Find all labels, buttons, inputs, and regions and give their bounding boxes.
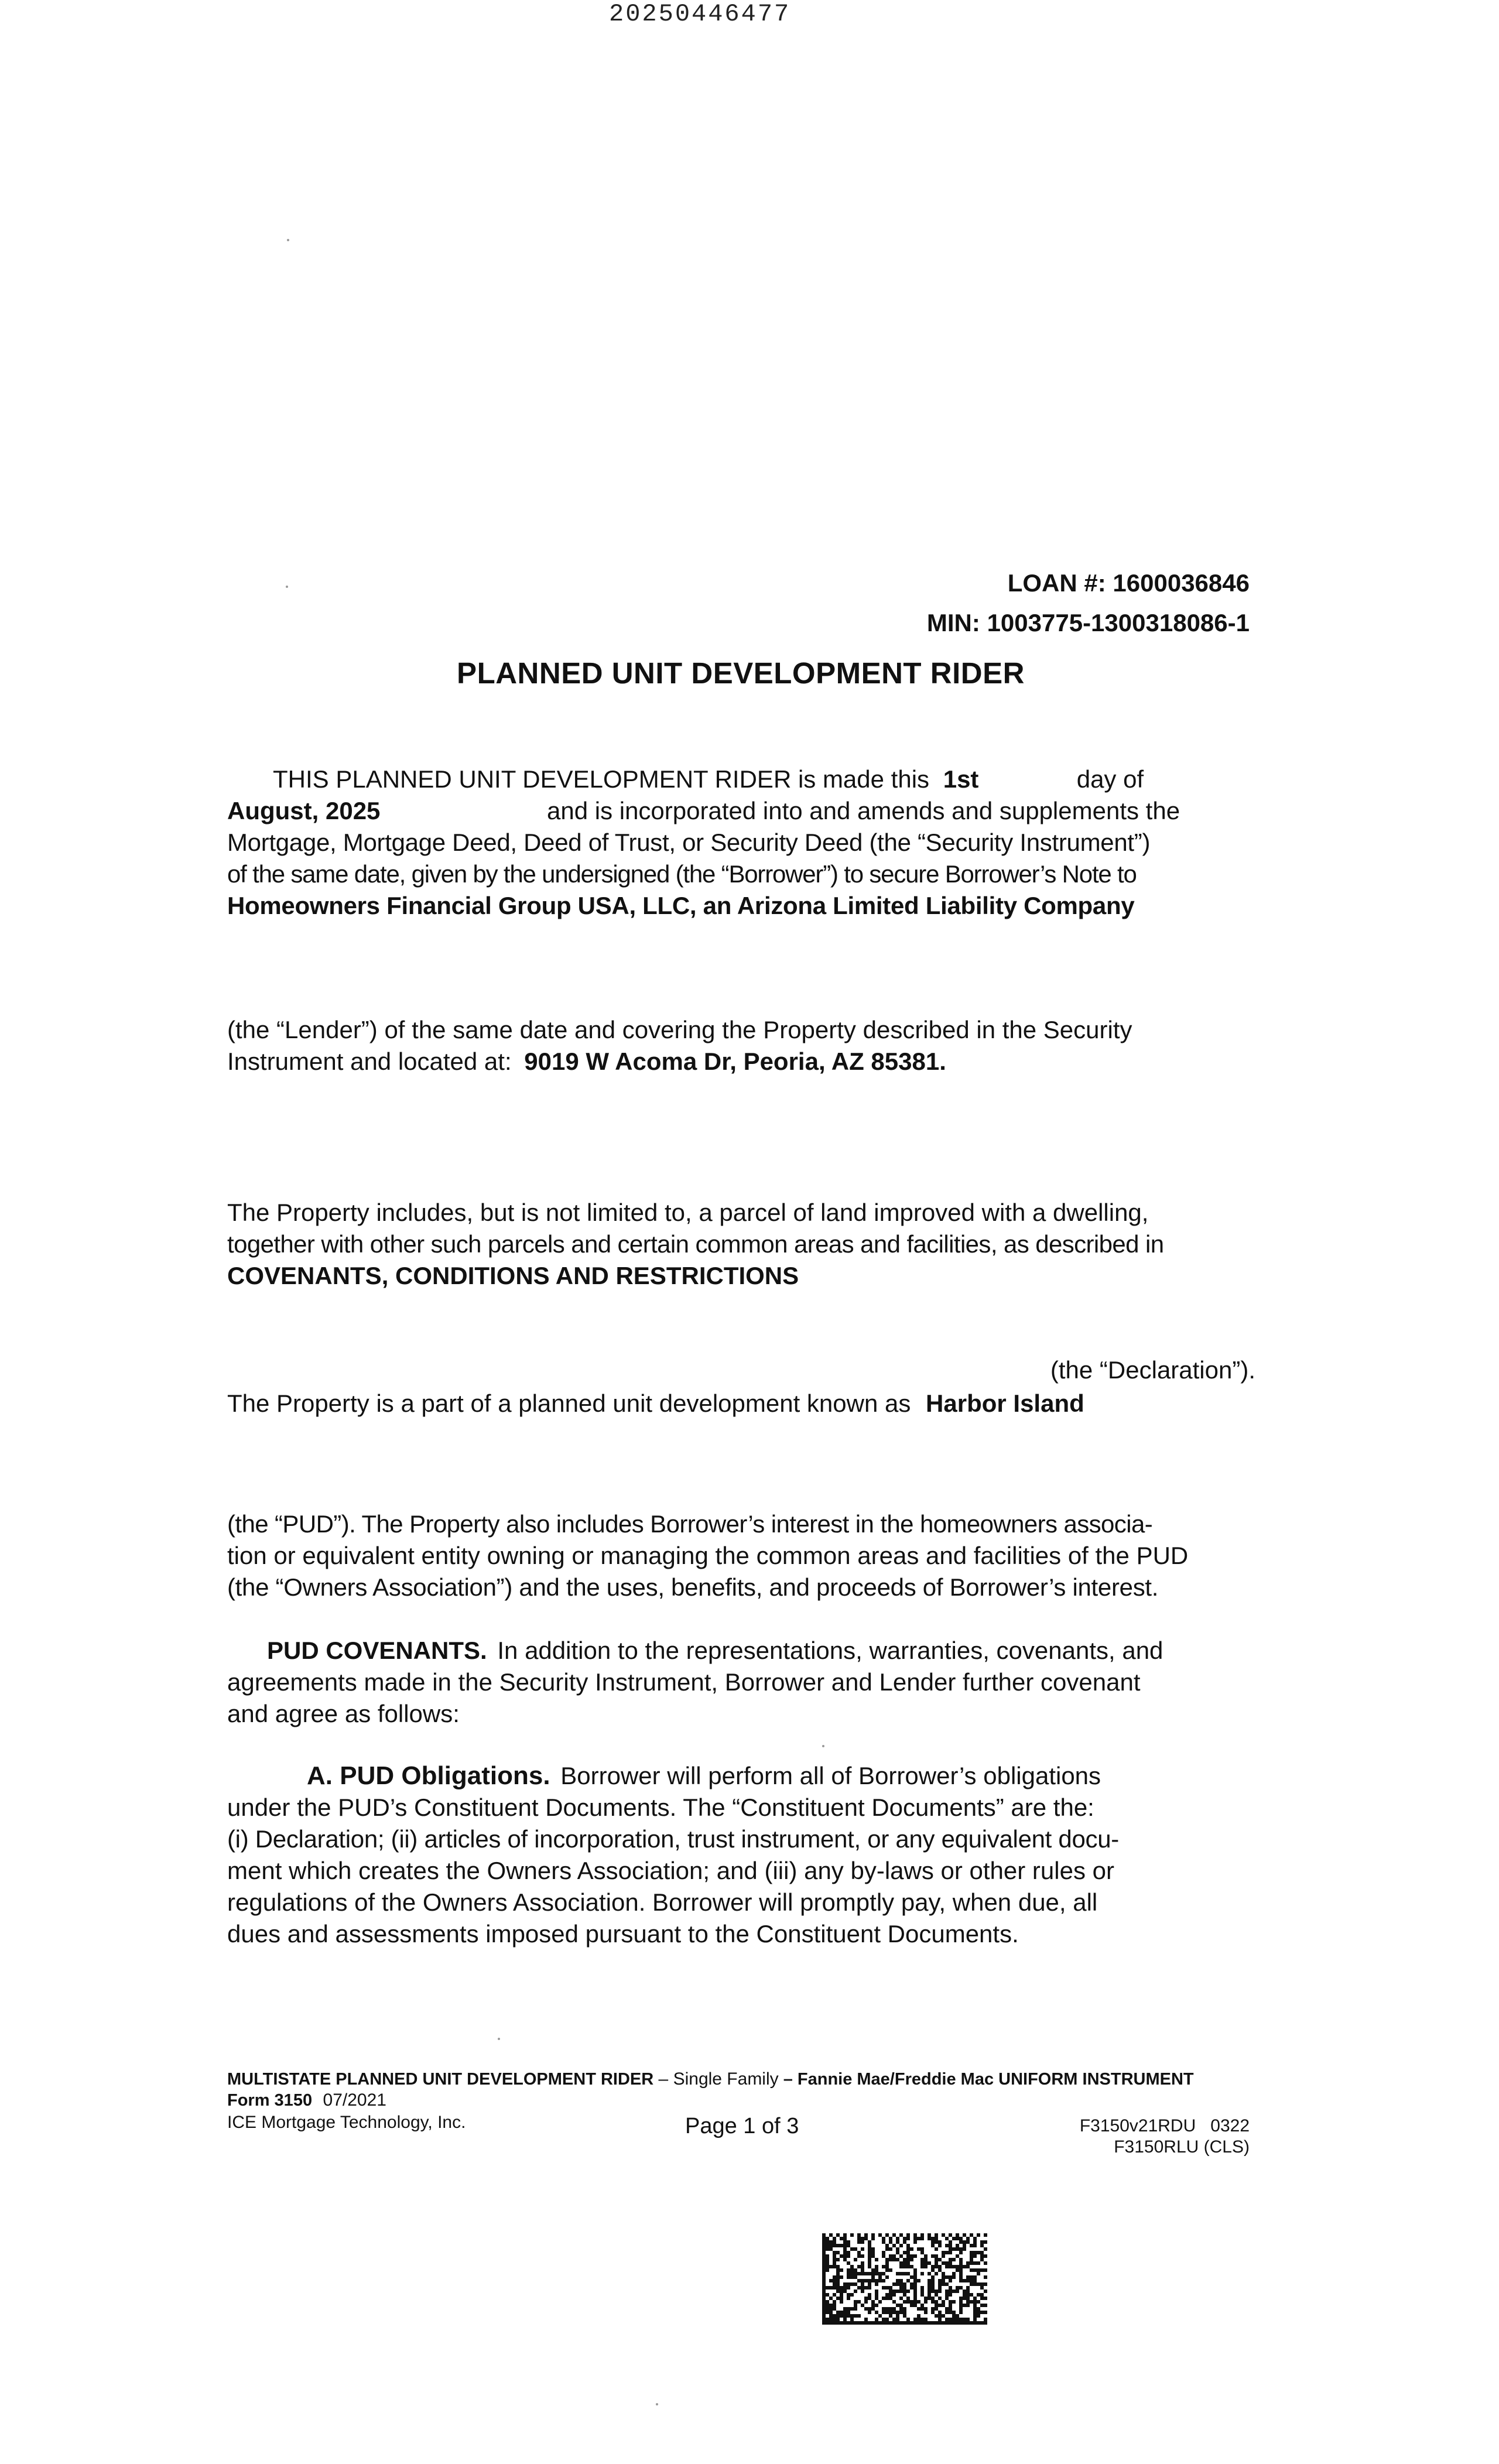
min-number: 1003775-1300318086-1	[987, 609, 1250, 636]
covenants-line-3: and agree as follows:	[227, 1700, 460, 1727]
intro-line-3: Mortgage, Mortgage Deed, Deed of Trust, or Security Deed (the “Security Instrument”)	[227, 829, 1151, 856]
scan-speck	[287, 239, 289, 241]
pud-paragraph	[227, 1508, 1252, 1603]
document-number: 20250446477	[609, 0, 791, 28]
lender-text-2: Instrument and located at:	[227, 1048, 512, 1075]
pud-line-2: tion or equivalent entity owning or managing the common areas and facilities of the PUD	[227, 1542, 1189, 1569]
form-number: Form 3150	[227, 2091, 313, 2110]
form-sep: –	[653, 2069, 673, 2089]
lender-name: Homeowners Financial Group USA, LLC, an Arizona Limited Liability Company	[227, 892, 1135, 919]
loan-number-line	[1008, 569, 1250, 597]
covenants-line-1	[227, 1635, 1252, 1666]
covenants-text-1: In addition to the representations, warranties, covenants, and	[497, 1637, 1163, 1664]
scan-speck	[498, 2038, 500, 2040]
scan-speck	[656, 2403, 658, 2405]
section-a-line-1	[227, 1760, 1252, 1792]
form-issuer: – Fannie Mae/Freddie Mac UNIFORM INSTRUMENT	[778, 2070, 1194, 2089]
page-number: Page 1 of 3	[685, 2114, 799, 2138]
pud-line-3: (the “Owners Association”) and the uses, benefits, and proceeds of Borrower’s interest.	[227, 1573, 1159, 1601]
min-line	[927, 609, 1250, 637]
form-title-line	[227, 2069, 1258, 2089]
form-code-2: F3150RLU (CLS)	[1114, 2137, 1250, 2157]
pud-intro-text: The Property is a part of a planned unit development known as	[227, 1390, 911, 1417]
section-a-heading: A. PUD Obligations.	[307, 1761, 550, 1790]
lender-line-1: (the “Lender”) of the same date and covering the Property described in the Security	[227, 1016, 1132, 1043]
company-name: ICE Mortgage Technology, Inc.	[227, 2113, 466, 2132]
lender-line-2	[227, 1046, 1252, 1077]
declaration-title: COVENANTS, CONDITIONS AND RESTRICTIONS	[227, 1262, 799, 1289]
form-date: 07/2021	[323, 2090, 386, 2110]
form-number-line	[227, 2090, 386, 2110]
pud-name: Harbor Island	[926, 1390, 1084, 1417]
form-code-1: F3150v21RDU 0322	[1079, 2116, 1250, 2136]
intro-text-day-of: day of	[1076, 765, 1144, 793]
property-line-1: The Property includes, but is not limited to, a parcel of land improved with a dwelling,	[227, 1199, 1149, 1226]
section-a-line-3: (i) Declaration; (ii) articles of incorporation, trust instrument, or any equivalent docu-	[227, 1825, 1119, 1853]
lender-paragraph	[227, 1014, 1252, 1077]
section-a-text-1: Borrower will perform all of Borrower’s obligations	[560, 1762, 1101, 1789]
intro-line-1	[227, 764, 1252, 795]
declaration-suffix: (the “Declaration”).	[1050, 1356, 1255, 1384]
section-a-line-2: under the PUD’s Constituent Documents. The “Constituent Documents” are the:	[227, 1794, 1094, 1821]
pud-line-1: (the “PUD”). The Property also includes Borrower’s interest in the homeowners associa-	[227, 1510, 1153, 1538]
rider-month-year: August, 2025	[227, 797, 381, 824]
property-paragraph	[227, 1197, 1252, 1292]
section-a-line-4: ment which creates the Owners Association; and (iii) any by-laws or other rules or	[227, 1857, 1114, 1884]
covenants-line-2: agreements made in the Security Instrument, Borrower and Lender further covenant	[227, 1668, 1141, 1696]
section-a-line-5: regulations of the Owners Association. Borrower will promptly pay, when due, all	[227, 1888, 1098, 1916]
pud-name-line	[227, 1388, 1252, 1419]
intro-line-4: of the same date, given by the undersigned (the “Borrower”) to secure Borrower’s Note to	[227, 860, 1137, 888]
scan-speck	[286, 586, 288, 588]
rider-day: 1st	[943, 765, 979, 793]
pud-name-row	[227, 1388, 1252, 1419]
barcode-icon	[822, 2233, 990, 2327]
covenants-paragraph	[227, 1635, 1252, 1730]
loan-number: 1600036846	[1113, 569, 1250, 597]
section-a-line-6: dues and assessments imposed pursuant to the Constituent Documents.	[227, 1920, 1019, 1948]
intro-paragraph	[227, 764, 1252, 922]
property-address: 9019 W Acoma Dr, Peoria, AZ 85381.	[524, 1048, 946, 1075]
covenants-heading: PUD COVENANTS.	[267, 1637, 487, 1664]
intro-text-2: and is incorporated into and amends and supplements the	[547, 797, 1180, 824]
loan-label: LOAN #:	[1007, 569, 1106, 597]
section-a-paragraph	[227, 1760, 1252, 1950]
form-family: Single Family	[673, 2069, 779, 2089]
page-title: PLANNED UNIT DEVELOPMENT RIDER	[457, 656, 1025, 690]
min-label: MIN:	[926, 609, 980, 636]
intro-line-2	[227, 795, 1252, 827]
form-title: MULTISTATE PLANNED UNIT DEVELOPMENT RIDER	[227, 2070, 654, 2089]
scan-speck	[822, 1745, 824, 1747]
property-line-2: together with other such parcels and certain common areas and facilities, as described in	[227, 1230, 1164, 1258]
intro-text-1: THIS PLANNED UNIT DEVELOPMENT RIDER is made this	[273, 765, 930, 793]
